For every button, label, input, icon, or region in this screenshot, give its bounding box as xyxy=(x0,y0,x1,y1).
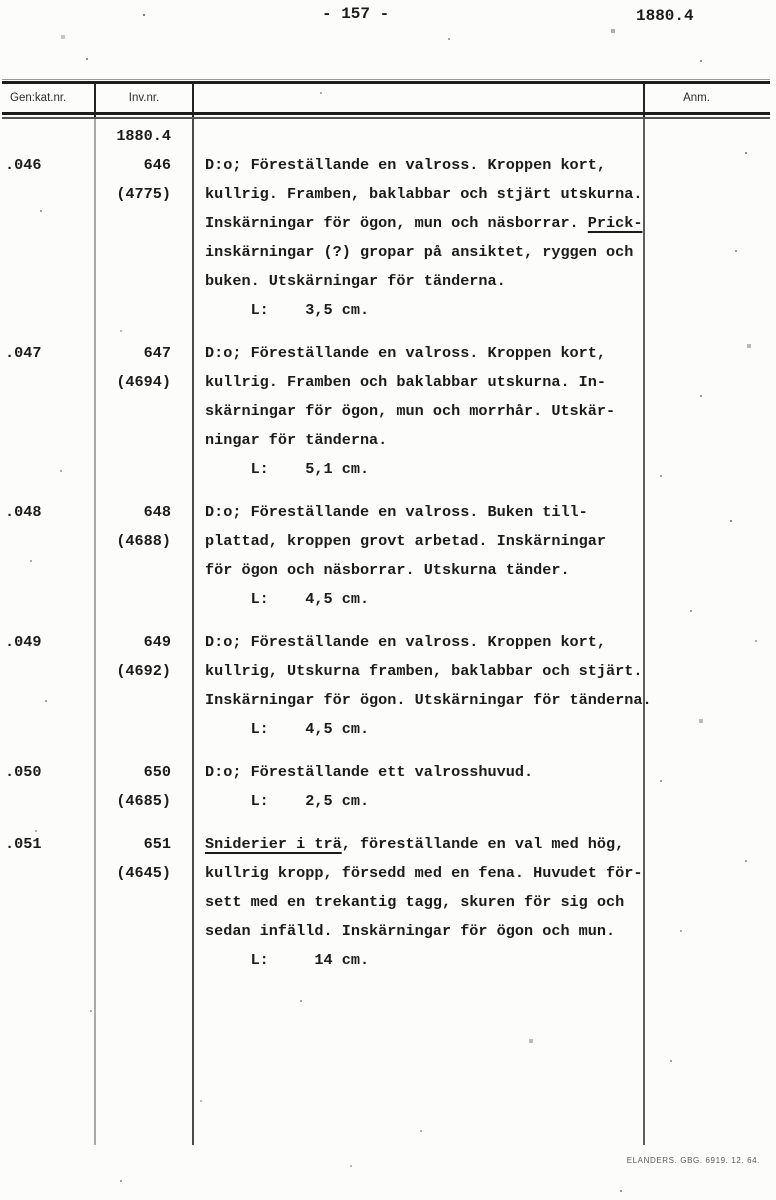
text-segment: D:o; Föreställande en valross. Kroppen kort, xyxy=(205,633,607,651)
inv-nr-paren: (4692) xyxy=(116,662,171,680)
entry-row xyxy=(0,628,776,744)
inv-nr: 650 xyxy=(143,763,171,781)
measurement-line: L: 3,5 cm. xyxy=(205,301,370,319)
entry-row xyxy=(0,339,776,484)
inv-nr-paren: (4775) xyxy=(116,185,171,203)
description-line xyxy=(205,859,776,888)
description-cell xyxy=(193,830,776,975)
text-segment: sett med en trekantig tagg, skuren för sig och xyxy=(205,893,625,911)
measurement-line: L: 4,5 cm. xyxy=(205,720,370,738)
text-segment: Prick- xyxy=(587,214,643,232)
description-line xyxy=(205,758,776,787)
text-segment: inskärningar (?) gropar på ansiktet, ryggen och xyxy=(205,243,634,261)
inv-nr-paren: (4694) xyxy=(116,373,171,391)
inv-nr: 648 xyxy=(143,503,171,521)
text-segment: kullrig kropp, försedd med en fena. Huvudet för- xyxy=(205,864,643,882)
description-line xyxy=(205,368,776,397)
gen-kat-nr: .050 xyxy=(5,763,42,781)
text-segment: D:o; Föreställande en valross. Kroppen kort, xyxy=(205,156,607,174)
description-line xyxy=(205,830,776,859)
description-cell xyxy=(193,122,776,151)
header-bottom-rule-thin xyxy=(2,117,770,119)
entry-row xyxy=(0,830,776,975)
text-segment: kullrig, Utskurna framben, baklabbar och stjärt. xyxy=(205,662,643,680)
description-cell xyxy=(193,339,776,484)
entry-row xyxy=(0,498,776,614)
text-segment: ningar för tänderna. xyxy=(205,431,388,449)
description-line xyxy=(205,180,776,209)
gen-kat-nr: .047 xyxy=(5,344,42,362)
measurement-line: L: 14 cm. xyxy=(205,951,370,969)
description-cell xyxy=(193,628,776,744)
inv-nr-paren: (4685) xyxy=(116,792,171,810)
inv-group-header: 1880.4 xyxy=(116,127,171,145)
inv-nr: 646 xyxy=(143,156,171,174)
inv-nr: 651 xyxy=(143,835,171,853)
inv-cell xyxy=(95,758,193,816)
text-segment: D:o; Föreställande en valross. Kroppen kort, xyxy=(205,344,607,362)
description-line xyxy=(205,527,776,556)
gen-kat-nr: .051 xyxy=(5,835,42,853)
inv-nr: 649 xyxy=(143,633,171,651)
text-segment: kullrig. Framben och baklabbar utskurna. In- xyxy=(205,373,607,391)
gen-kat-nr: .049 xyxy=(5,633,42,651)
text-segment: Inskärningar för ögon. Utskärningar för tänderna. xyxy=(205,691,652,709)
gen-kat-cell xyxy=(0,122,95,151)
text-segment: D:o; Föreställande ett valrosshuvud. xyxy=(205,763,534,781)
description-line xyxy=(205,339,776,368)
text-segment: buken. Utskärningar för tänderna. xyxy=(205,272,506,290)
inv-cell xyxy=(95,498,193,614)
description-line xyxy=(205,426,776,455)
entry-row xyxy=(0,758,776,816)
text-segment: för ögon och näsborrar. Utskurna tänder. xyxy=(205,561,570,579)
table-body xyxy=(0,122,776,975)
description-line xyxy=(205,209,776,238)
description-line xyxy=(205,498,776,527)
inv-nr-paren: (4688) xyxy=(116,532,171,550)
description-line xyxy=(205,267,776,296)
text-segment: Inskärningar för ögon, mun och näsborrar. xyxy=(205,214,588,232)
description-cell xyxy=(193,758,776,816)
column-label-inv-nr: Inv.nr. xyxy=(128,92,160,104)
gen-kat-nr: .046 xyxy=(5,156,42,174)
table-top-rule xyxy=(2,81,770,84)
description-line xyxy=(205,888,776,917)
inv-cell xyxy=(95,628,193,744)
column-label-anm: Anm. xyxy=(683,92,710,104)
description-line xyxy=(205,556,776,585)
gen-kat-nr: .048 xyxy=(5,503,42,521)
inv-group-row xyxy=(0,122,776,151)
inv-nr-paren: (4645) xyxy=(116,864,171,882)
text-segment: Sniderier i trä xyxy=(205,835,342,853)
table-top-rule-thin xyxy=(2,79,770,80)
inv-cell xyxy=(95,151,193,325)
description-line xyxy=(205,397,776,426)
measurement-line: L: 4,5 cm. xyxy=(205,590,370,608)
inv-cell xyxy=(95,339,193,484)
description-line xyxy=(205,657,776,686)
header-bottom-rule xyxy=(2,112,770,115)
printer-mark: ELANDERS. GBG. 6919. 12. 64. xyxy=(626,1156,760,1165)
description-cell xyxy=(193,151,776,325)
text-segment: sedan infälld. Inskärningar för ögon och mun. xyxy=(205,922,616,940)
measurement-line: L: 5,1 cm. xyxy=(205,460,370,478)
catalog-number: 1880.4 xyxy=(636,7,694,25)
inv-nr: 647 xyxy=(143,344,171,362)
description-line xyxy=(205,628,776,657)
inv-cell xyxy=(95,830,193,975)
text-segment: plattad, kroppen grovt arbetad. Inskärningar xyxy=(205,532,607,550)
entry-row xyxy=(0,151,776,325)
description-line xyxy=(205,151,776,180)
text-segment: kullrig. Framben, baklabbar och stjärt utskurna. xyxy=(205,185,643,203)
description-line xyxy=(205,686,776,715)
description-line xyxy=(205,917,776,946)
measurement-line: L: 2,5 cm. xyxy=(205,792,370,810)
description-line xyxy=(205,238,776,267)
page-number: - 157 - xyxy=(322,5,390,23)
text-segment: skärningar för ögon, mun och morrhår. Utskär- xyxy=(205,402,616,420)
column-label-gen-kat-nr: Gen:kat.nr. xyxy=(10,92,67,104)
text-segment: D:o; Föreställande en valross. Buken till- xyxy=(205,503,588,521)
scan-noise xyxy=(0,0,2,2)
description-cell xyxy=(193,498,776,614)
text-segment: , föreställande en val med hög, xyxy=(341,835,625,853)
